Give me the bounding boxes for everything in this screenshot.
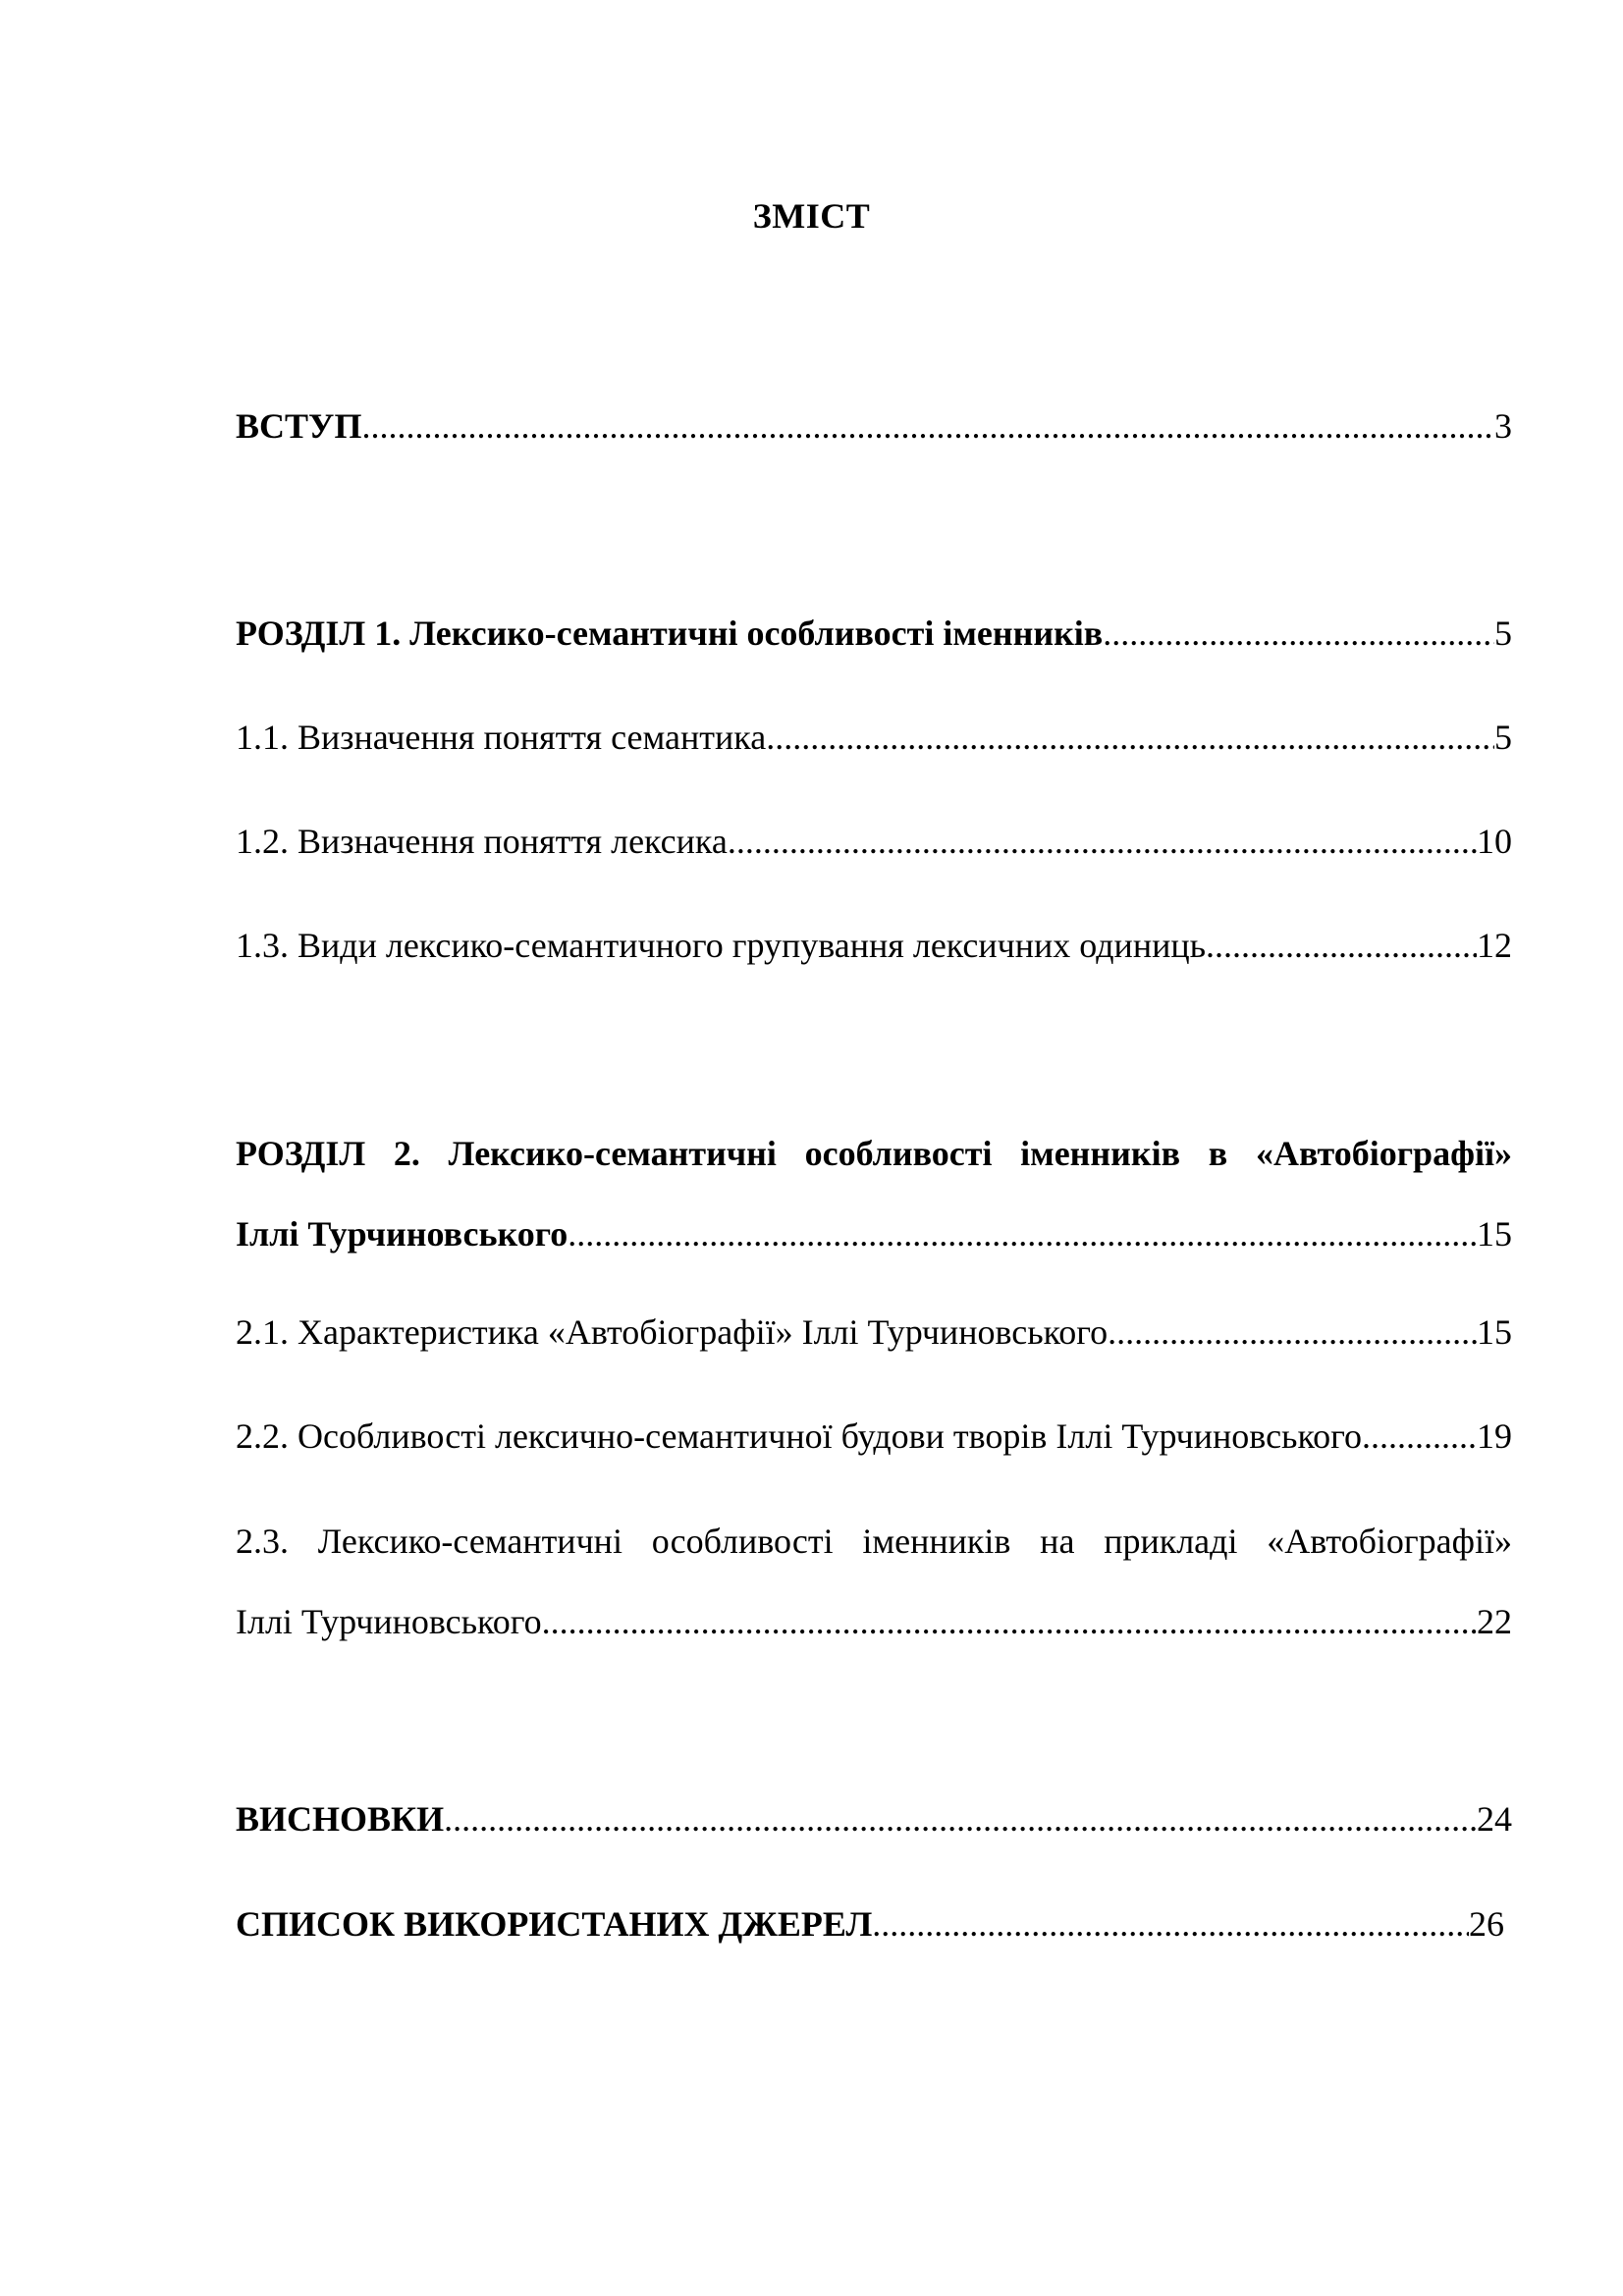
toc-entry-chapter-2[interactable]: [236, 1130, 1512, 1257]
toc-entry-2-2[interactable]: [236, 1413, 1512, 1460]
toc-entry-2-1[interactable]: [236, 1308, 1512, 1356]
toc-page-number: 10: [1477, 822, 1512, 861]
dot-leader: [542, 1598, 1477, 1645]
toc-page-number: 26: [1469, 1904, 1504, 1944]
toc-entry-intro[interactable]: [236, 402, 1512, 450]
dot-leader: [361, 402, 1494, 450]
toc-entry-label-line-2: Іллі Турчиновського: [236, 1602, 542, 1641]
toc-page-number: 22: [1477, 1602, 1512, 1641]
toc-page-number: 5: [1494, 718, 1512, 757]
dot-leader: [1206, 922, 1477, 969]
toc-entry-label: 1.1. Визначення поняття семантика: [236, 718, 767, 757]
toc-entry-1-3[interactable]: [236, 922, 1512, 969]
toc-entry-2-3[interactable]: [236, 1518, 1512, 1645]
toc-entry-1-2[interactable]: [236, 818, 1512, 865]
toc-page-number: 24: [1477, 1799, 1512, 1839]
dot-leader: [1103, 610, 1494, 657]
dot-leader: [1108, 1308, 1477, 1356]
toc-entry-label: ВИСНОВКИ: [236, 1799, 445, 1839]
dot-leader: [1362, 1413, 1477, 1460]
dot-leader: [872, 1900, 1469, 1948]
toc-page-number: 19: [1477, 1416, 1512, 1456]
toc-entry-label-line-1: РОЗДІЛ 2. Лексико-семантичні особливості іменників в «Автобіографії»: [236, 1134, 1512, 1173]
toc-entry-label: 2.1. Характеристика «Автобіографії» Іллі Турчиновського: [236, 1312, 1109, 1352]
toc-entry-label-line-2: Іллі Турчиновського: [236, 1214, 568, 1254]
toc-page-number: 12: [1477, 926, 1512, 965]
toc-entry-label: ВСТУП: [236, 406, 362, 446]
toc-entry-label: 1.3. Види лексико-семантичного групування лексичних одиниць: [236, 926, 1207, 965]
toc-entry-1-1[interactable]: [236, 714, 1512, 761]
toc-page-number: 3: [1494, 406, 1512, 446]
toc-entry-chapter-1[interactable]: [236, 610, 1512, 657]
dot-leader: [444, 1795, 1477, 1842]
dot-leader: [728, 818, 1477, 865]
toc-page-number: 15: [1477, 1312, 1512, 1352]
toc-page-number: 15: [1477, 1214, 1512, 1254]
toc-page-number: 5: [1494, 614, 1512, 653]
toc-entry-label: СПИСОК ВИКОРИСТАНИХ ДЖЕРЕЛ: [236, 1904, 873, 1944]
dot-leader: [568, 1210, 1477, 1257]
toc-entry-label: 2.2. Особливості лексично-семантичної будови творів Іллі Турчиновського: [236, 1416, 1362, 1456]
toc-title: ЗМІСТ: [752, 196, 871, 236]
toc-entry-references[interactable]: [236, 1900, 1512, 1948]
toc-entry-label: 1.2. Визначення поняття лексика: [236, 822, 728, 861]
toc-entry-label: РОЗДІЛ 1. Лексико-семантичні особливості іменників: [236, 614, 1104, 653]
toc-entry-conclusions[interactable]: [236, 1795, 1512, 1842]
toc-entry-label-line-1: 2.3. Лексико-семантичні особливості іменників на прикладі «Автобіографії»: [236, 1522, 1512, 1561]
dot-leader: [766, 714, 1494, 761]
